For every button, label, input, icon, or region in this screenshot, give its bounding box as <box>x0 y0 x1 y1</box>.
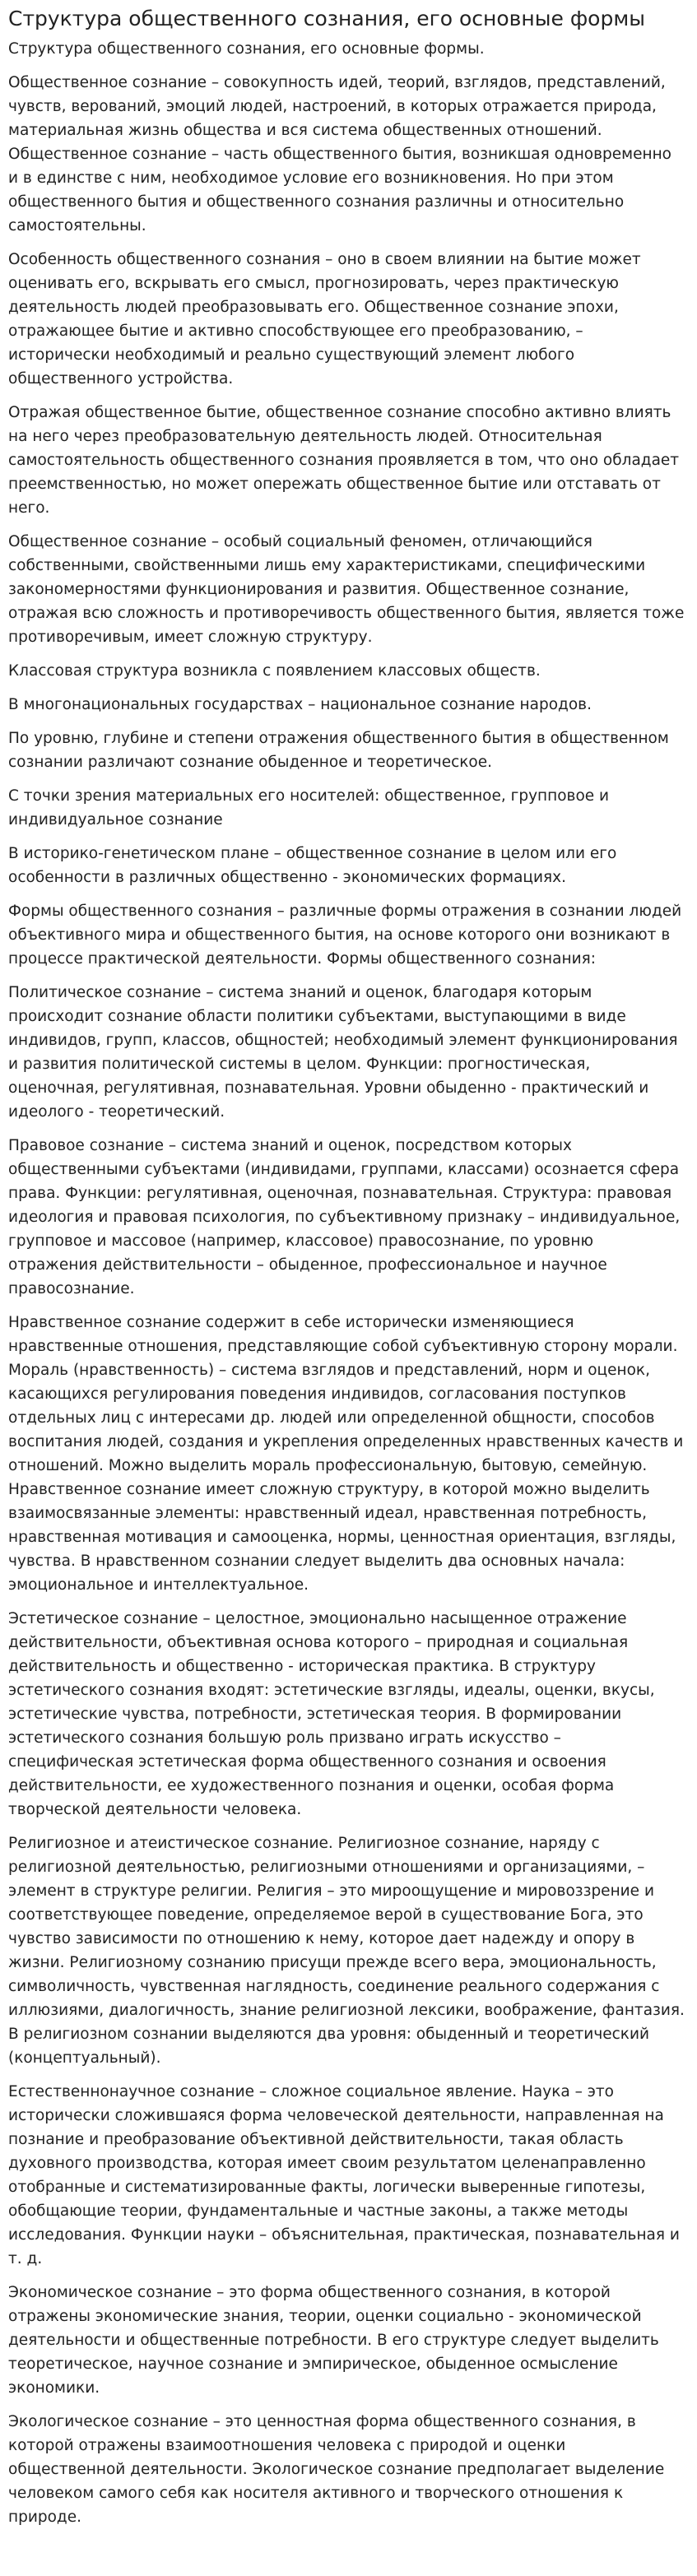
paragraph-national: В многонациональных государствах – национальное сознание народов. <box>8 696 592 713</box>
paragraph-influence: Отражая общественное бытие, общественное сознание способно активно влиять на него через преобразовательную деятельность людей. Относительная самостоятельность общественного сознания проявляется в том, что оно обладает преемственностью, но может опережать общественное бытие или отставать от него. <box>8 404 680 517</box>
paragraph-scientific: Естественнонаучное сознание – сложное социальное явление. Наука – это исторически сложившаяся форма человеческой деятельности, направленная на познание и преобразование объективной действительности, такая область духовного производства, которая имеет своим результатом целенаправленно отобранные и систематизированные факты, логически выверенные гипотезы, обобщающие теории, фундаментальные и частные законы, а также методы исследования. Функции науки – объяснительная, практическая, познавательная и т. д. <box>8 2083 680 2267</box>
paragraph-feature: Особенность общественного сознания – оно в своем влиянии на бытие может оценивать его, вскрывать его смысл, прогнозировать, через практическую деятельность людей преобразовывать его. Общественное сознание эпохи, отражающее бытие и активно способствующее его преобразованию, – исторически необходимый и реально существующий элемент любого общественного устройства. <box>8 251 641 388</box>
paragraph-legal: Правовое сознание – система знаний и оценок, посредством которых общественными субъектами (индивидами, группами, классами) осознается сфера права. Функции: регулятивная, оценочная, познавательная. Структура: правовая идеология и правовая психология, по субъективному признаку – индивидуальное, групповое и массовое (например, классовое) правосознание, по уровню отражения действительности – обыденное, профессиональное и научное правосознание. <box>8 1137 681 1297</box>
article-title: Структура общественного сознания, его основные формы <box>8 7 645 30</box>
paragraph-ecological: Экологическое сознание – это ценностная форма общественного сознания, в которой отражены взаимоотношения человека с природой и оценки общественной деятельности. Экологическое сознание предполагает выделение человеком самого себя как носителя активного и творческого отношения к природе. <box>8 2413 665 2526</box>
paragraph-carriers: С точки зрения материальных его носителей: общественное, групповое и индивидуальное сознание <box>8 787 610 828</box>
paragraph-religious: Религиозное и атеистическое сознание. Религиозное сознание, наряду с религиозной деятельностью, религиозными отношениями и организациями, – элемент в структуре религии. Религия – это мироощущение и мировоззрение и соответствующее поведение, определяемое верой в существование Бога, это чувство зависимости по отношению к нему, которое дает надежду и опору в жизни. Религиозному сознанию присущи прежде всего вера, эмоциональность, символичность, чувственная наглядность, соединение реального содержания с иллюзиями, диалогичность, знание религиозной лексики, воображение, фантазия. В религиозном сознании выделяются два уровня: обыденный и теоретический (концептуальный). <box>8 1835 685 2067</box>
paragraph-levels: По уровню, глубине и степени отражения общественного бытия в общественном сознании различают сознание обыденное и теоретическое. <box>8 730 669 771</box>
paragraph-economic: Экономическое сознание – это форма общественного сознания, в которой отражены экономические знания, теории, оценки социально - экономической деятельности и общественные потребности. В его структуре следует выделить теоретическое, научное сознание и эмпирическое, обыденное осмысление экономики. <box>8 2284 659 2397</box>
paragraph-political: Политическое сознание – система знаний и оценок, благодаря которым происходит сознание области политики субъектами, выступающими в виде индивидов, групп, классов, общностей; необходимый элемент функционирования и развития политической системы в целом. Функции: прогностическая, оценочная, регулятивная, познавательная. Уровни обыденно - практический и идеолого - теоретический. <box>8 984 678 1121</box>
paragraph-class-structure: Классовая структура возникла с появлением классовых обществ. <box>8 662 541 680</box>
paragraph-historical: В историко-генетическом плане – общественное сознание в целом или его особенности в различных общественно - экономических формациях. <box>8 845 617 886</box>
paragraph-moral: Нравственное сознание содержит в себе исторически изменяющиеся нравственные отношения, представляющие собой субъективную сторону морали. Мораль (нравственность) – система взглядов и представлений, норм и оценок, касающихся регулирования поведения индивидов, согласования поступков отдельных лиц с интересами др. людей или определенной общности, способов воспитания людей, создания и укрепления определенных нравственных качеств и отношений. Можно выделить мораль профессиональную, бытовую, семейную. Нравственное сознание имеет сложную структуру, в которой можно выделить взаимосвязанные элементы: нравственный идеал, нравственная потребность, нравственная мотивация и самооценка, нормы, ценностная ориентация, взгляды, чувства. В нравственном сознании следует выделить два основных начала: эмоциональное и интеллектуальное. <box>8 1314 684 1594</box>
paragraph-aesthetic: Эстетическое сознание – целостное, эмоционально насыщенное отражение действительности, объективная основа которого – природная и социальная действительность и общественно - историческая практика. В структуру эстетического сознания входят: эстетические взгляды, идеалы, оценки, вкусы, эстетические чувства, потребности, эстетическая теория. В формировании эстетического сознания большую роль призвано играть искусство – специфическая эстетическая форма общественного сознания и освоения действительности, ее художественного познания и оценки, особая форма творческой деятельности человека. <box>8 1610 655 1818</box>
paragraph-forms-intro: Формы общественного сознания – различные формы отражения в сознании людей объективного мира и общественного бытия, на основе которого они возникают в процессе практической деятельности. Формы общественного сознания: <box>8 903 682 968</box>
paragraph-subtitle: Структура общественного сознания, его основные формы. <box>8 40 485 58</box>
paragraph-phenomenon: Общественное сознание – особый социальный феномен, отличающийся собственными, свойственными лишь ему характеристиками, специфическими закономерностями функционирования и развития. Общественное сознание, отражая всю сложность и противоречивость общественного бытия, является тоже противоречивым, имеет сложную структуру. <box>8 533 685 646</box>
paragraph-definition: Общественное сознание – совокупность идей, теорий, взглядов, представлений, чувств, верований, эмоций людей, настроений, в которых отражается природа, материальная жизнь общества и вся система общественных отношений. Общественное сознание – часть общественного бытия, возникшая одновременно и в единстве с ним, необходимое условие его возникновения. Но при этом общественного бытия и общественного сознания различны и относительно самостоятельны. <box>8 74 671 234</box>
